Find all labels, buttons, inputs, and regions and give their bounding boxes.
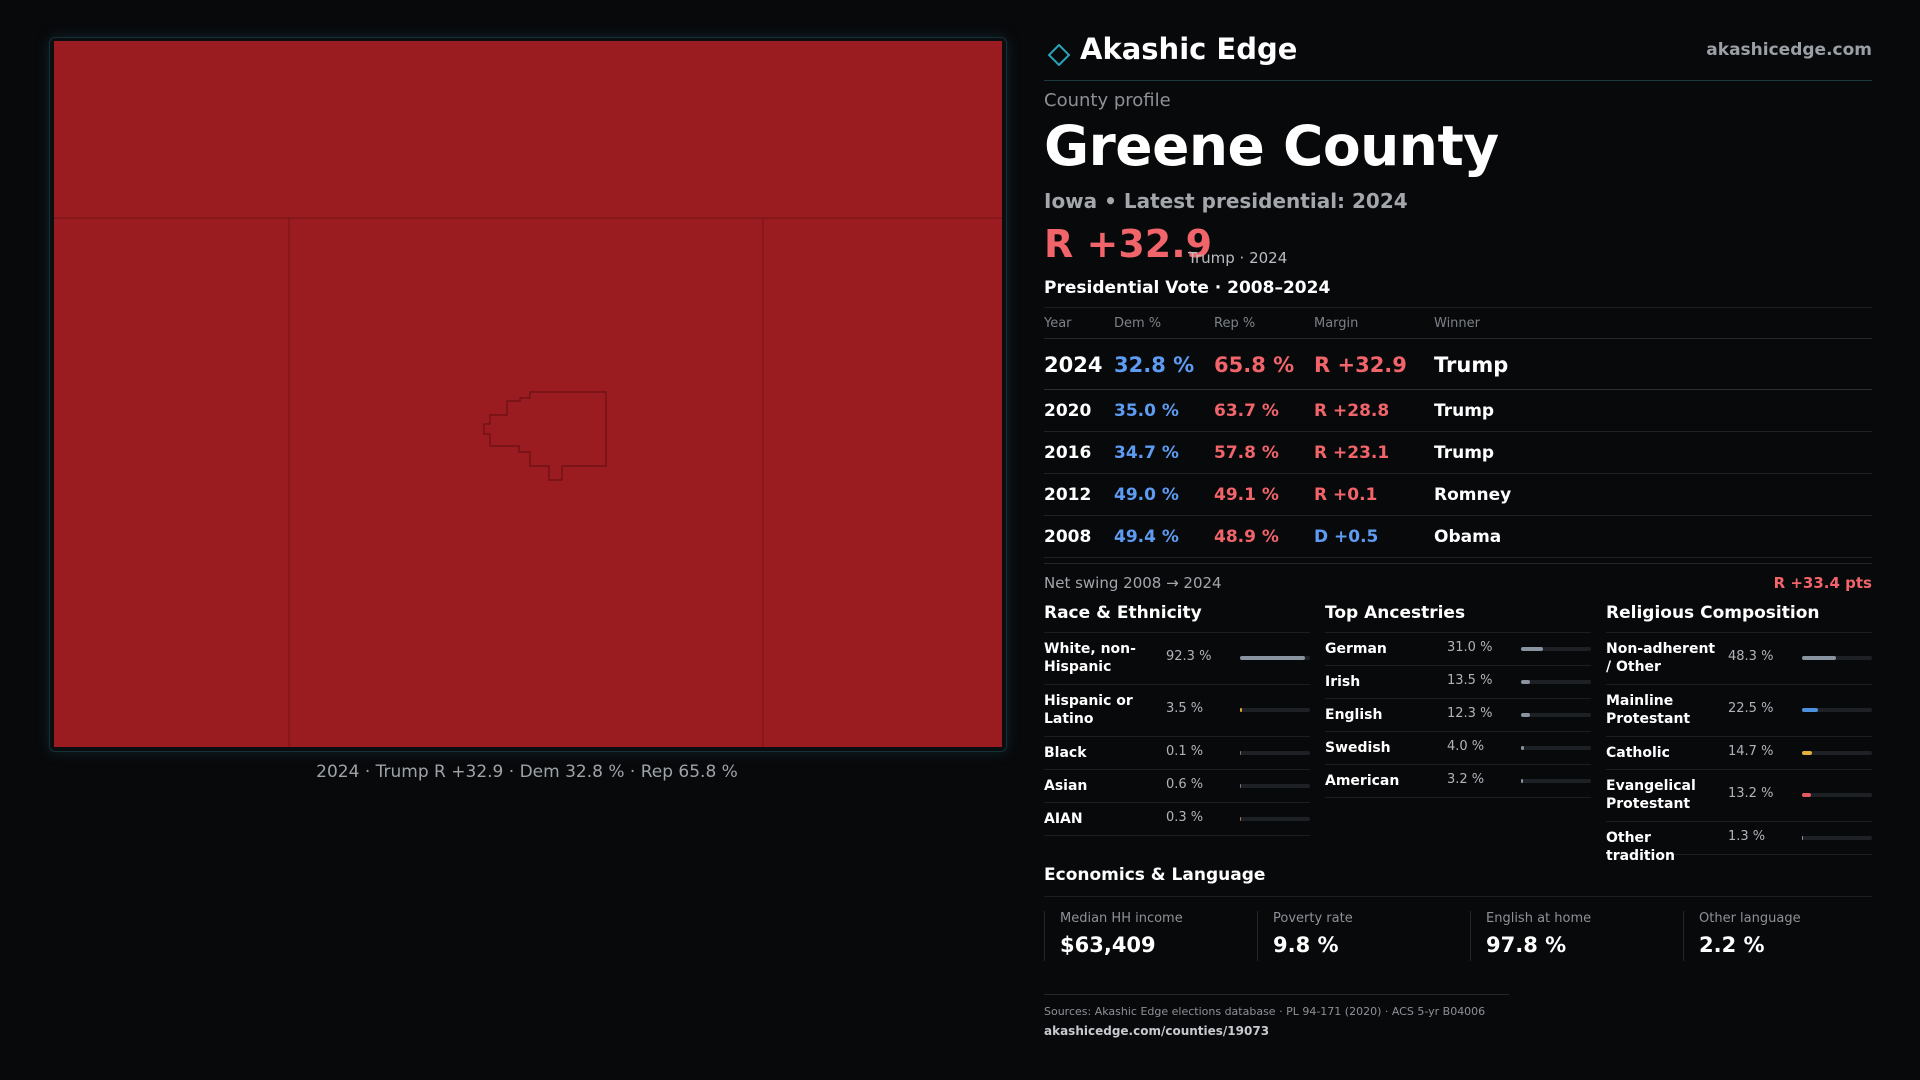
cell-year: 2020 xyxy=(1044,401,1092,421)
stat-value: 97.8 % xyxy=(1486,933,1567,957)
cell-rep: 49.1 % xyxy=(1214,485,1279,505)
percent-bar-fill xyxy=(1802,708,1818,712)
race-row xyxy=(1044,685,1310,737)
stat-label: Median HH income xyxy=(1060,911,1183,926)
row-pct: 4.0 % xyxy=(1447,739,1485,754)
row-label: Other tradition xyxy=(1606,830,1675,864)
stat-value: $63,409 xyxy=(1060,933,1156,957)
stat-value: 2.2 % xyxy=(1699,933,1765,957)
site-link[interactable]: akashicedge.com xyxy=(1706,40,1872,60)
county-map[interactable] xyxy=(49,37,1007,752)
percent-bar xyxy=(1521,647,1591,651)
religion-section xyxy=(1606,602,1872,864)
net-swing-label: Net swing 2008 → 2024 xyxy=(1044,574,1222,592)
presidential-vote-title: Presidential Vote · 2008–2024 xyxy=(1044,278,1331,298)
row-label: White, non-Hispanic xyxy=(1044,641,1136,675)
sources-text: Sources: Akashic Edge elections database · PL 94-171 (2020) · ACS 5-yr B04006 xyxy=(1044,1005,1486,1018)
row-label: Catholic xyxy=(1606,745,1670,761)
stat-english-at-home xyxy=(1470,911,1661,961)
stat-value: 9.8 % xyxy=(1273,933,1339,957)
economics-title: Economics & Language xyxy=(1044,865,1266,885)
race-row xyxy=(1044,770,1310,803)
row-pct: 0.6 % xyxy=(1166,777,1204,792)
row-pct: 13.5 % xyxy=(1447,673,1493,688)
percent-bar-fill xyxy=(1521,680,1530,684)
percent-bar-fill xyxy=(1240,784,1241,788)
cell-dem: 34.7 % xyxy=(1114,443,1179,463)
race-ethnicity-section xyxy=(1044,602,1310,836)
row-pct: 31.0 % xyxy=(1447,640,1493,655)
cell-rep: 48.9 % xyxy=(1214,527,1279,547)
row-label: American xyxy=(1325,773,1400,789)
column-header-margin: Margin xyxy=(1314,316,1359,331)
race-row xyxy=(1044,737,1310,770)
row-label: German xyxy=(1325,641,1387,657)
column-header-year: Year xyxy=(1044,316,1072,331)
percent-bar xyxy=(1240,817,1310,821)
stat-label: English at home xyxy=(1486,911,1592,926)
column-header-dem: Dem % xyxy=(1114,316,1162,331)
row-label: Non-adherent / Other xyxy=(1606,641,1716,675)
percent-bar-fill xyxy=(1802,656,1836,660)
net-swing xyxy=(1044,563,1872,600)
cell-year: 2016 xyxy=(1044,443,1092,463)
cell-winner: Obama xyxy=(1434,527,1502,547)
percent-bar-fill xyxy=(1521,713,1530,717)
percent-bar-fill xyxy=(1240,817,1241,821)
percent-bar-fill xyxy=(1802,793,1811,797)
county-profile-panel xyxy=(1044,0,1872,1080)
row-label: Evangelical Protestant xyxy=(1606,778,1696,812)
ancestries-title: Top Ancestries xyxy=(1325,602,1591,633)
percent-bar-fill xyxy=(1802,836,1803,840)
percent-bar xyxy=(1521,680,1591,684)
ancestry-row xyxy=(1325,633,1591,666)
table-row xyxy=(1044,474,1872,516)
map-caption: 2024 · Trump R +32.9 · Dem 32.8 % · Rep 65.8 % xyxy=(316,762,738,782)
stat-label: Other language xyxy=(1699,911,1801,926)
percent-bar xyxy=(1240,656,1310,660)
cell-rep: 63.7 % xyxy=(1214,401,1279,421)
percent-bar xyxy=(1521,779,1591,783)
cell-dem: 49.4 % xyxy=(1114,527,1179,547)
diamond-outline-icon xyxy=(1048,44,1070,66)
row-pct: 48.3 % xyxy=(1728,649,1774,664)
cell-margin: R +23.1 xyxy=(1314,443,1390,463)
stat-poverty-rate xyxy=(1257,911,1448,961)
percent-bar-fill xyxy=(1240,656,1305,660)
table-row xyxy=(1044,516,1872,558)
cell-winner: Trump xyxy=(1434,443,1495,463)
percent-bar-fill xyxy=(1521,746,1524,750)
row-pct: 92.3 % xyxy=(1166,649,1212,664)
cell-rep: 65.8 % xyxy=(1214,353,1295,377)
cell-winner: Romney xyxy=(1434,485,1512,505)
table-header xyxy=(1044,308,1872,339)
page-title: Greene County xyxy=(1044,114,1499,178)
row-label: Swedish xyxy=(1325,740,1391,756)
percent-bar xyxy=(1240,751,1310,755)
percent-bar xyxy=(1802,656,1872,660)
cell-winner: Trump xyxy=(1434,353,1509,377)
cell-dem: 32.8 % xyxy=(1114,353,1195,377)
race-ethnicity-title: Race & Ethnicity xyxy=(1044,602,1310,633)
table-row xyxy=(1044,390,1872,432)
percent-bar xyxy=(1802,836,1872,840)
cell-dem: 49.0 % xyxy=(1114,485,1179,505)
row-pct: 14.7 % xyxy=(1728,744,1774,759)
county-map-canvas[interactable] xyxy=(54,41,1002,747)
county-area xyxy=(54,41,1002,747)
sources-footer xyxy=(1044,994,1509,1038)
row-pct: 22.5 % xyxy=(1728,701,1774,716)
column-header-rep: Rep % xyxy=(1214,316,1256,331)
religion-row xyxy=(1606,770,1872,822)
brand-header xyxy=(1044,30,1872,81)
race-row xyxy=(1044,803,1310,836)
cell-margin: R +0.1 xyxy=(1314,485,1378,505)
column-header-winner: Winner xyxy=(1434,316,1481,331)
profile-eyebrow: County profile xyxy=(1044,90,1171,111)
religion-row xyxy=(1606,633,1872,685)
row-label: Irish xyxy=(1325,674,1361,690)
cell-rep: 57.8 % xyxy=(1214,443,1279,463)
row-label: Asian xyxy=(1044,778,1088,794)
row-label: Black xyxy=(1044,745,1087,761)
row-pct: 12.3 % xyxy=(1447,706,1493,721)
religion-row xyxy=(1606,822,1872,864)
row-pct: 3.2 % xyxy=(1447,772,1485,787)
cell-year: 2008 xyxy=(1044,527,1092,547)
row-label: English xyxy=(1325,707,1383,723)
row-label: Hispanic or Latino xyxy=(1044,693,1133,727)
percent-bar-fill xyxy=(1802,751,1812,755)
net-swing-value: R +33.4 pts xyxy=(1773,574,1872,592)
race-row xyxy=(1044,633,1310,685)
percent-bar xyxy=(1802,793,1872,797)
percent-bar-fill xyxy=(1521,779,1523,783)
stat-other-language xyxy=(1683,911,1874,961)
percent-bar xyxy=(1240,784,1310,788)
headline-margin: R +32.9 xyxy=(1044,222,1213,266)
cell-winner: Trump xyxy=(1434,401,1495,421)
row-label: Mainline Protestant xyxy=(1606,693,1691,727)
percent-bar xyxy=(1802,708,1872,712)
headline-note: Trump · 2024 xyxy=(1188,249,1288,267)
brand-name: Akashic Edge xyxy=(1080,32,1298,66)
cell-year: 2012 xyxy=(1044,485,1092,505)
row-pct: 13.2 % xyxy=(1728,786,1774,801)
percent-bar xyxy=(1240,708,1310,712)
county-url-link[interactable]: akashicedge.com/counties/19073 xyxy=(1044,1024,1270,1038)
economics-stats xyxy=(1044,896,1872,971)
table-row xyxy=(1044,339,1872,390)
ancestry-row xyxy=(1325,765,1591,798)
percent-bar-fill xyxy=(1521,647,1543,651)
stat-label: Poverty rate xyxy=(1273,911,1353,926)
religion-title: Religious Composition xyxy=(1606,602,1872,633)
row-pct: 0.3 % xyxy=(1166,810,1204,825)
cell-year: 2024 xyxy=(1044,353,1103,377)
ancestry-row xyxy=(1325,699,1591,732)
ancestries-section xyxy=(1325,602,1591,798)
religion-row xyxy=(1606,737,1872,770)
ancestry-row xyxy=(1325,732,1591,765)
percent-bar-fill xyxy=(1240,708,1242,712)
row-label: AIAN xyxy=(1044,811,1083,827)
row-pct: 3.5 % xyxy=(1166,701,1204,716)
cell-margin: D +0.5 xyxy=(1314,527,1379,547)
table-row xyxy=(1044,432,1872,474)
page-subtitle: Iowa • Latest presidential: 2024 xyxy=(1044,189,1408,213)
percent-bar xyxy=(1802,751,1872,755)
row-pct: 0.1 % xyxy=(1166,744,1204,759)
stat-median-income xyxy=(1044,911,1235,961)
cell-margin: R +28.8 xyxy=(1314,401,1390,421)
cell-margin: R +32.9 xyxy=(1314,353,1407,377)
cell-dem: 35.0 % xyxy=(1114,401,1179,421)
ancestry-row xyxy=(1325,666,1591,699)
row-pct: 1.3 % xyxy=(1728,829,1766,844)
presidential-vote-table xyxy=(1044,307,1872,558)
percent-bar xyxy=(1521,746,1591,750)
percent-bar xyxy=(1521,713,1591,717)
percent-bar-fill xyxy=(1240,751,1241,755)
religion-row xyxy=(1606,685,1872,737)
